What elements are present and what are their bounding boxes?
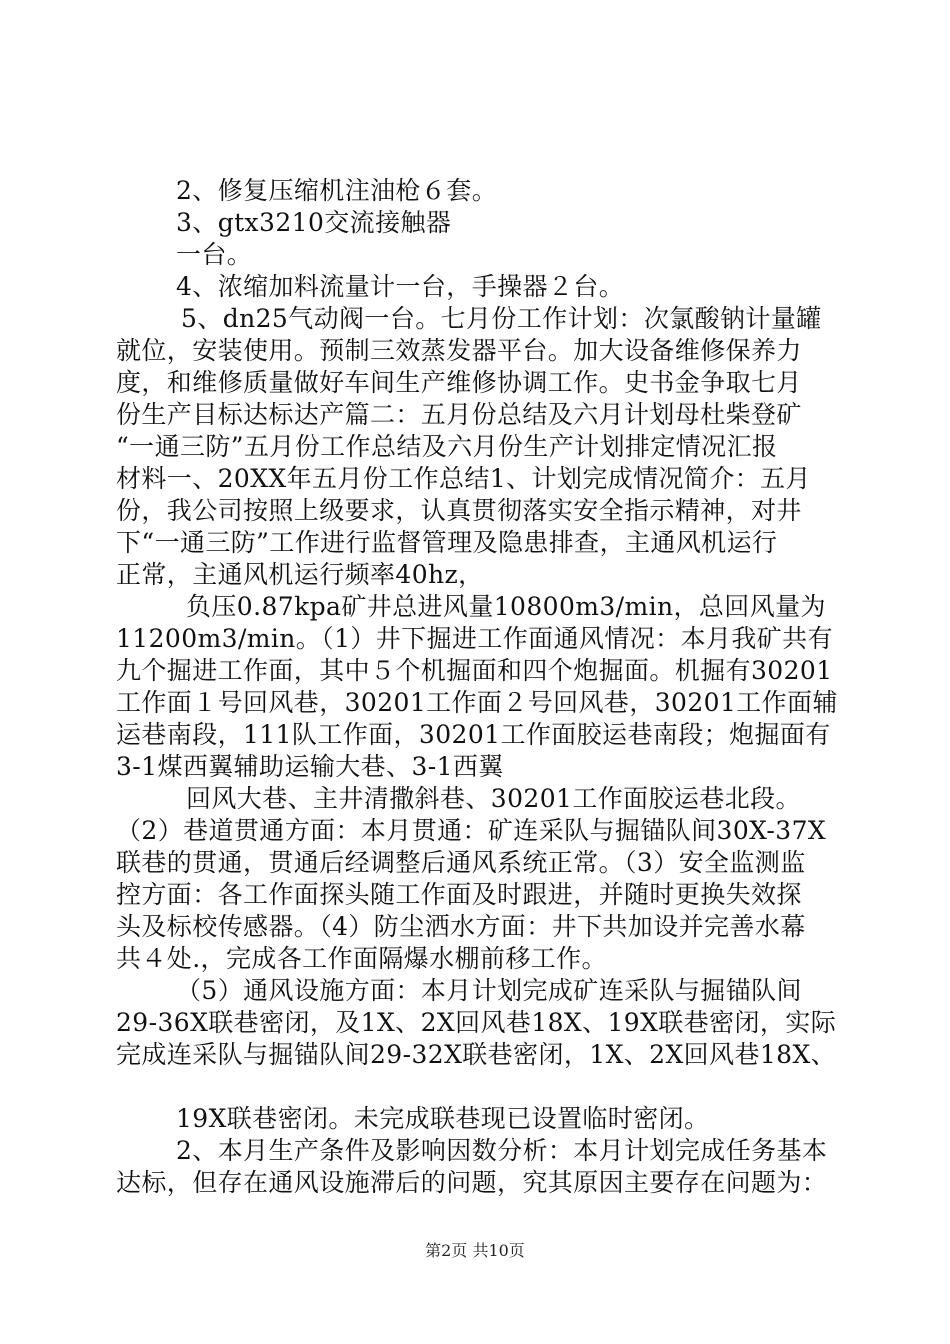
text-line-7: 度，和维修质量做好车间生产维修协调工作。史书金争取七月 (116, 368, 802, 397)
text-line-11: 份，我公司按照上级要求，认真贯彻落实安全指示精神，对井 (116, 496, 802, 525)
text-line-30: 2、本月生产条件及影响因数分析：本月计划完成任务基本 (176, 1136, 828, 1165)
text-line-29: 19X联巷密闭。未完成联巷现已设置临时密闭。 (176, 1104, 710, 1133)
text-line-6: 就位，安装使用。预制三效蒸发器平台。加大设备维修保养力 (116, 336, 802, 365)
text-line-22: 联巷的贯通，贯通后经调整后通风系统正常。（3）安全监测监 (116, 848, 806, 877)
text-line-12: 下“一通三防”工作进行监督管理及隐患排查，主通风机运行 (116, 528, 778, 557)
text-line-3: 一台。 (176, 240, 253, 269)
text-line-13: 正常，主通风机运行频率40hz， (116, 560, 484, 589)
text-line-28: 完成连采队与掘锚队间29-32X联巷密闭，1X、2X回风巷18X、 (116, 1040, 837, 1069)
text-line-27: 29-36X联巷密闭，及1X、2X回风巷18X、19X联巷密闭，实际 (116, 1008, 837, 1037)
text-line-10: 材料一、20XX年五月份工作总结1、计划完成情况简介：五月 (116, 464, 811, 493)
text-line-15: 11200m3/min。（1）井下掘进工作面通风情况：本月我矿共有 (116, 624, 833, 653)
text-line-25: 共４处.，完成各工作面隔爆水棚前移工作。 (116, 944, 607, 973)
text-line-21: （2）巷道贯通方面：本月贯通：矿连采队与掘锚队间30X-37X (116, 816, 827, 845)
text-line-17: 工作面１号回风巷，30201工作面２号回风巷，30201工作面辅 (116, 688, 838, 717)
text-line-24: 头及标校传感器。（4）防尘洒水方面：井下共加设并完善水幕 (116, 912, 806, 941)
text-line-5: 5、dn25气动阀一台。七月份工作计划：次氯酸钠计量罐 (181, 304, 822, 333)
text-line-1: 2、修复压缩机注油枪６套。 (176, 176, 498, 205)
text-line-19: 3-1煤西翼辅助运输大巷、3-1西翼 (116, 752, 504, 781)
text-line-2: 3、gtx3210交流接触器 (176, 208, 452, 237)
text-line-18: 运巷南段，111队工作面，30201工作面胶运巷南段；炮掘面有 (116, 720, 831, 749)
text-line-8: 份生产目标达标达产篇二：五月份总结及六月计划母杜柴登矿 (116, 400, 802, 429)
text-line-14: 负压0.87kpa矿井总进风量10800m3/min，总回风量为 (186, 592, 826, 621)
text-line-20: 回风大巷、主井清撒斜巷、30201工作面胶运巷北段。 (186, 784, 801, 813)
text-line-16: 九个掘进工作面，其中５个机掘面和四个炮掘面。机掘有30201 (116, 656, 833, 685)
text-line-4: 4、浓缩加料流量计一台，手操器２台。 (176, 272, 625, 301)
text-line-23: 控方面：各工作面探头随工作面及时跟进，并随时更换失效探 (116, 880, 802, 909)
text-line-9: “一通三防”五月份工作总结及六月份生产计划排定情况汇报 (116, 432, 778, 461)
text-line-26: （5）通风设施方面：本月计划完成矿连采队与掘锚队间 (176, 976, 802, 1005)
page-number-footer: 第2页 共10页 (425, 1241, 525, 1260)
text-line-31: 达标，但存在通风设施滞后的问题，究其原因主要存在问题为： (116, 1168, 828, 1197)
